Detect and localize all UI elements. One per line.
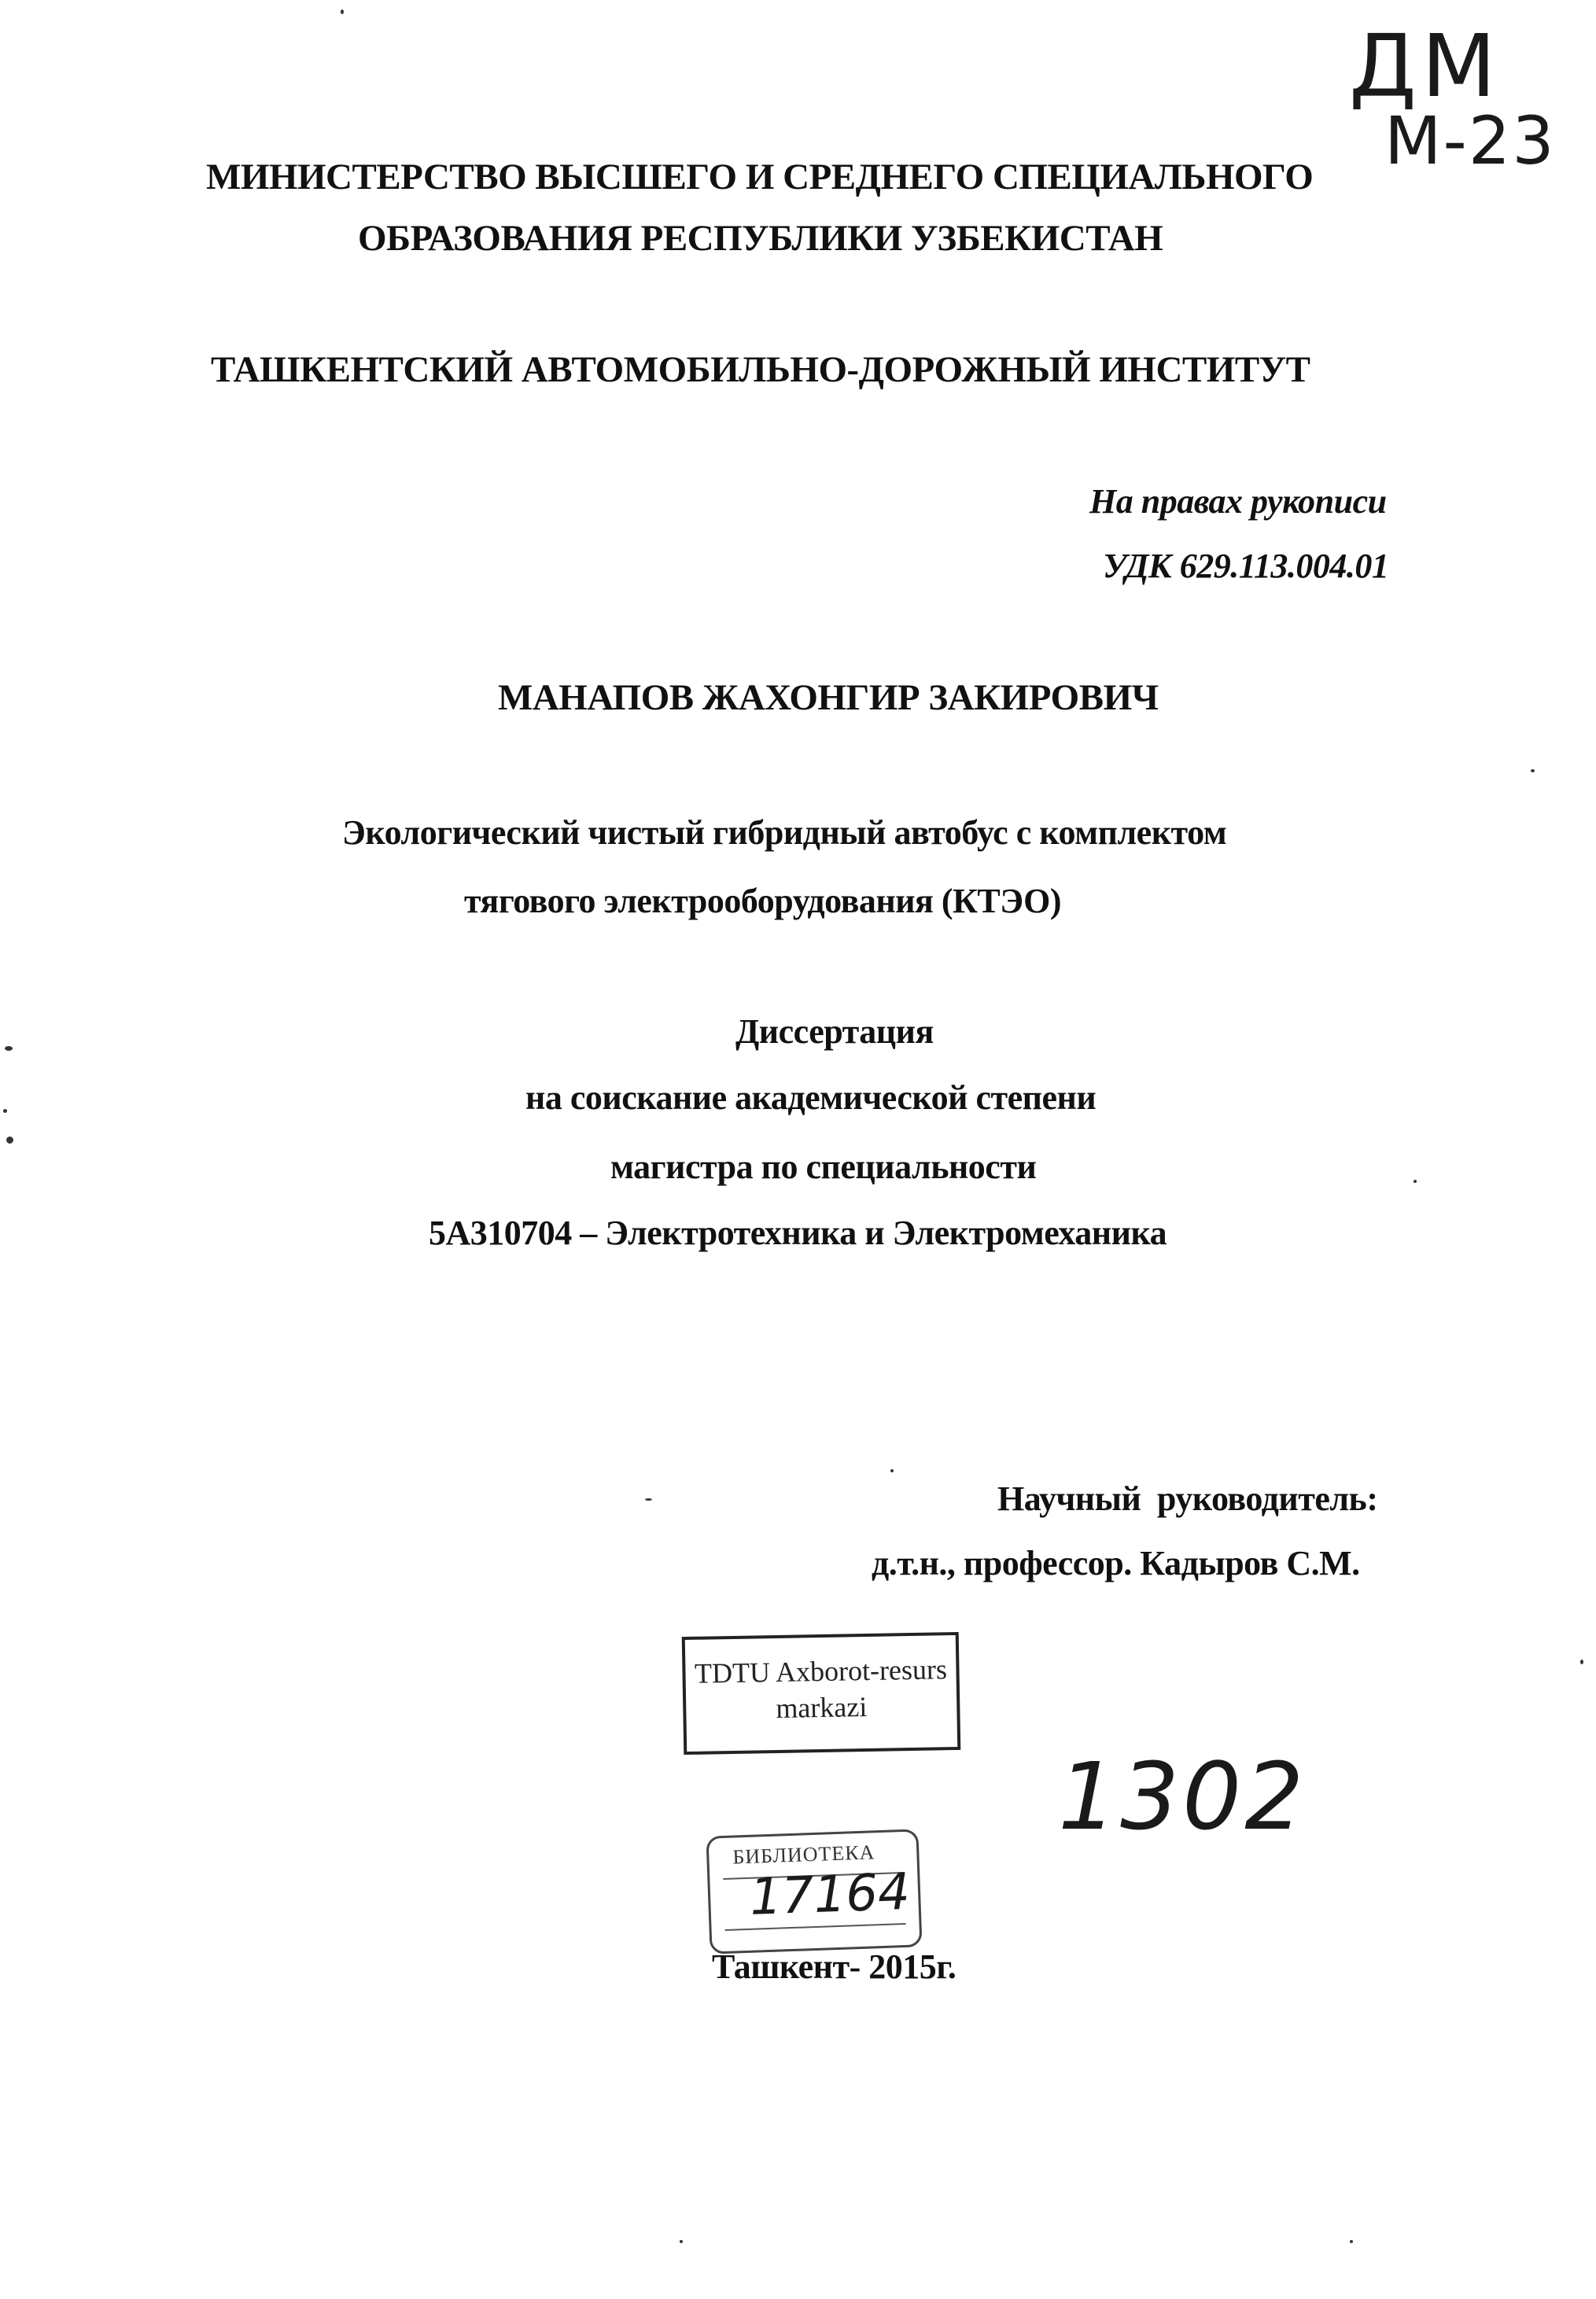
handwritten-code-bottom: М-23 <box>1384 102 1556 179</box>
dissertation-degree: на соискание академической степени <box>525 1078 1097 1117</box>
city-year: Ташкент- 2015г. <box>712 1947 956 1986</box>
title-line-1: Экологический чистый гибридный автобус с комплектом <box>342 813 1227 852</box>
stamp-line-2: markazi <box>776 1690 868 1725</box>
stamp-line-1: TDTU Axborot-resurs <box>694 1653 948 1689</box>
dissertation-specialty-code: 5А310704 – Электротехника и Электромеханика <box>429 1214 1167 1252</box>
supervisor-name: д.т.н., профессор. Кадыров С.М. <box>872 1544 1360 1582</box>
resource-center-stamp <box>682 1632 961 1755</box>
handwritten-code-top: ДМ <box>1349 16 1501 116</box>
author-name: МАНАПОВ ЖАХОНГИР ЗАКИРОВИЧ <box>498 677 1159 718</box>
udk-code: УДК 629.113.004.01 <box>1103 547 1389 585</box>
dissertation-heading: Диссертация <box>735 1012 934 1051</box>
library-stamp-number: 17164 <box>748 1862 911 1927</box>
institute-name: ТАШКЕНТСКИЙ АВТОМОБИЛЬНО-ДОРОЖНЫЙ ИНСТИТУТ <box>211 349 1310 390</box>
library-stamp-text: БИБЛИОТЕКА <box>732 1840 875 1869</box>
ministry-line-1: МИНИСТЕРСТВО ВЫСШЕГО И СРЕДНЕГО СПЕЦИАЛЬНОГО <box>206 157 1314 197</box>
manuscript-rights-note: На правах рукописи <box>1089 482 1387 521</box>
handwritten-inventory-number: 1302 <box>1058 1742 1307 1851</box>
library-stamp <box>706 1829 922 1954</box>
dissertation-specialty-label: магистра по специальности <box>610 1148 1037 1186</box>
title-line-2: тягового электрооборудования (КТЭО) <box>464 882 1062 920</box>
supervisor-label: Научный руководитель: <box>997 1479 1378 1518</box>
ministry-line-2: ОБРАЗОВАНИЯ РЕСПУБЛИКИ УЗБЕКИСТАН <box>358 218 1163 259</box>
